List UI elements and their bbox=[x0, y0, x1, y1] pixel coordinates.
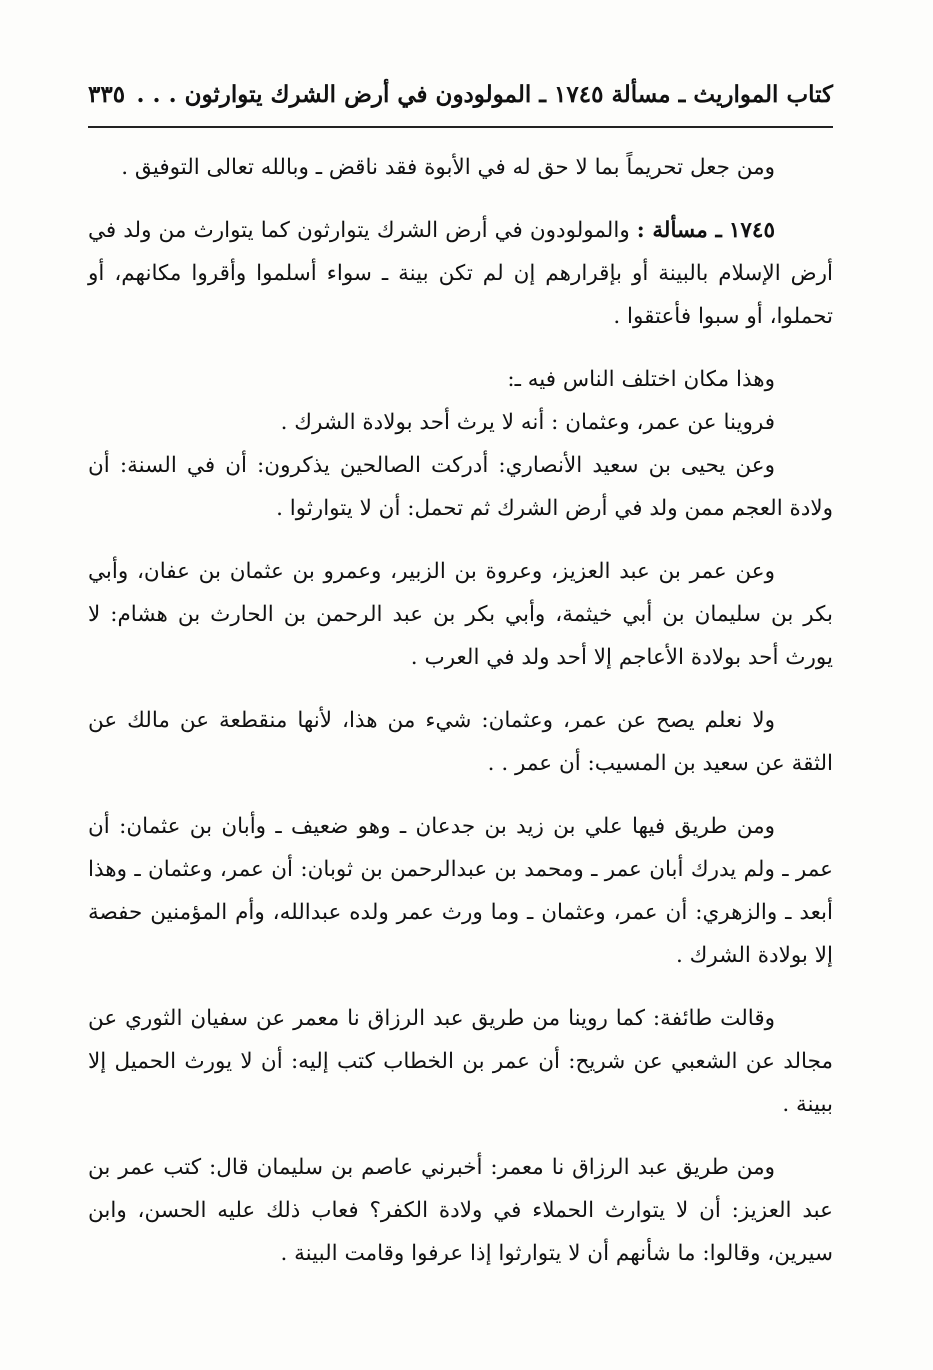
paragraph: ومن طريق عبد الرزاق نا معمر: أخبرني عاصم بن سليمان قال: كتب عمر بن عبد العزيز: أن لا يتوارث الحملاء في ولادة الكفر؟ فعاب ذلك عليه الحسن، وابن سيرين، وقالوا: ما شأنهم أن لا يتوارثوا إذا عرفوا وقامت البينة . bbox=[88, 1155, 833, 1266]
issue-label: ـ مسألة : bbox=[636, 218, 722, 243]
issue-paragraph bbox=[88, 209, 833, 338]
page-header bbox=[88, 72, 833, 116]
paragraph: وهذا مكان اختلف الناس فيه ـ: bbox=[507, 367, 775, 392]
main-text bbox=[88, 146, 833, 1287]
paragraph: ومن جعل تحريماً بما لا حق له في الأبوة فقد ناقض ـ وبالله تعالى التوفيق . bbox=[121, 155, 775, 180]
paragraph: وقالت طائفة: كما روينا من طريق عبد الرزاق نا معمر عن سفيان الثوري عن مجالد عن الشعبي عن شريح: أن عمر بن الخطاب كتب إليه: أن لا يورث الحميل إلا ببينة . bbox=[88, 1006, 833, 1117]
paragraph: وعن عمر بن عبد العزيز، وعروة بن الزبير، وعمرو بن عثمان بن عفان، وأبي بكر بن سليمان بن أبي خيثمة، وأبي بكر بن عبد الرحمن بن الحارث بن هشام: لا يورث أحد بولادة الأعاجم إلا أحد ولد في العرب . bbox=[88, 559, 833, 670]
issue-text: والمولودون في أرض الشرك يتوارثون كما يتوارث من ولد في أرض الإسلام بالبينة أو بإقرارهم إن لم تكن بينة ـ سواء أسلموا وأقروا مكانهم، أو تحملوا، أو سبوا فأعتقوا . bbox=[88, 218, 833, 329]
page-number: ٣٣٥ bbox=[88, 80, 126, 108]
paragraph: وعن يحيى بن سعيد الأنصاري: أدركت الصالحين يذكرون: أن في السنة: أن ولادة العجم ممن ولد في أرض الشرك ثم تحمل: أن لا يتوارثوا . bbox=[88, 453, 833, 521]
paragraph: ومن طريق فيها علي بن زيد بن جدعان ـ وهو ضعيف ـ وأبان بن عثمان: أن عمر ـ ولم يدرك أبان عمر ـ ومحمد بن عبدالرحمن بن ثوبان: أن عمر، وعثمان ـ وهذا أبعد ـ والزهري: أن عمر، وعثمان ـ وما ورث عمر ولده عبدالله، وأم المؤمنين حفصة إلا بولادة الشرك . bbox=[88, 814, 833, 968]
issue-number: ١٧٤٥ bbox=[728, 218, 776, 243]
header-rule bbox=[88, 126, 833, 128]
running-title: كتاب المواريث ـ مسألة ١٧٤٥ ـ المولودون في أرض الشرك يتوارثون . . . bbox=[136, 80, 833, 108]
paragraph: فروينا عن عمر، وعثمان : أنه لا يرث أحد بولادة الشرك . bbox=[280, 410, 775, 435]
paragraph: ولا نعلم يصح عن عمر، وعثمان: شيء من هذا، لأنها منقطعة عن مالك عن الثقة عن سعيد بن المسيب: أن عمر . . bbox=[88, 708, 833, 776]
